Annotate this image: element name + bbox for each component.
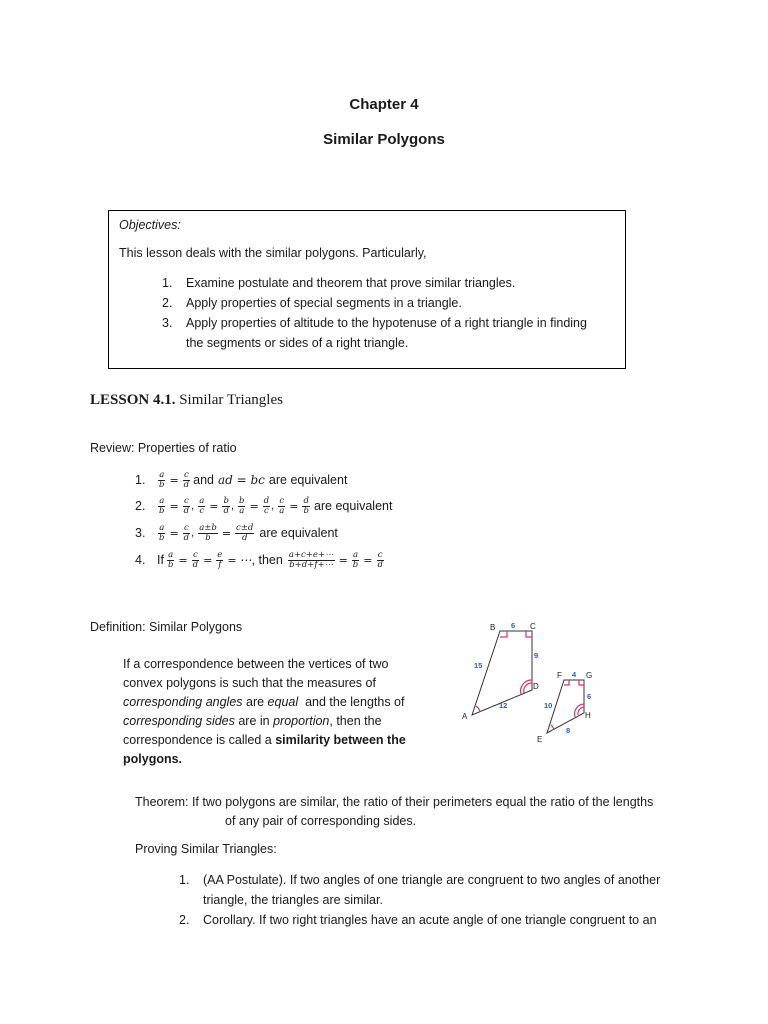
lesson-heading [90,392,283,409]
right-angle-mark-g [579,680,584,685]
vertex-label-a: A [462,712,468,721]
side-label-eh: 8 [566,726,571,735]
vertex-label-e: E [537,735,543,744]
list-item: 2. Apply properties of special segments in a triangle. [162,296,462,310]
proving-title: Proving Similar Triangles: [135,842,277,856]
similar-polygons-figure [455,615,615,750]
vertex-label-f: F [557,671,562,680]
ratio-item-1: 1. $\frac{a}{b}$ = $\frac{c}{d}$ and ad = bc are equivalent [135,469,348,490]
side-label-gh: 6 [587,692,592,701]
right-angle-mark-c [526,631,532,637]
side-label-fg: 4 [572,670,577,679]
vertex-label-b: B [490,623,496,632]
list-item: 3. Apply properties of altitude to the hypotenuse of a right triangle in finding the segments or sides of a right triangle. [162,316,587,350]
objectives-box [108,210,626,369]
objectives-intro: This lesson deals with the similar polygons. Particularly, [119,246,427,260]
definition-title: Definition: Similar Polygons [90,620,243,634]
ratio-item-2: 2. $\frac{a}{b}$ = $\frac{c}{d}$ , $\frac{a}{c}$ = $\frac{b}{d}$ , $\frac{b}{a}$ = $\frac{d}{c}$ , $\frac{c}{a}$ = $\frac{d}{b}$ are equivalent [135,495,393,516]
definition-paragraph: If a correspondence between the vertices of two convex polygons is such that the measures of corresponding angles are equal and the lengths of corresponding sides are in proportion, then the correspondence is called a similarity between the polygons. [123,657,406,766]
vertex-label-g: G [586,671,593,680]
angle-arc-e [551,725,554,730]
theorem-line-2: of any pair of corresponding sides. [225,814,417,828]
angle-arc-a [476,706,480,712]
right-angle-mark-b [500,631,507,637]
list-item: 1. (AA Postulate). If two angles of one triangle are congruent to two angles of another triangle, the triangles are similar. [179,873,661,907]
lesson-number: LESSON 4.1. [90,392,176,408]
lesson-title: Similar Triangles [179,392,283,408]
side-label-cd: 9 [534,651,539,660]
review-title: Review: Properties of ratio [90,441,237,455]
ratio-item-3: 3. $\frac{a}{b}$ = $\frac{c}{d}$ , $\frac{a\pm b}{b}$ = $\frac{c\pm d}{d}$ are equivalent [135,522,338,543]
list-item: 2. Corollary. If two right triangles have an acute angle of one triangle congruent to an [179,913,657,927]
theorem-line-1: Theorem: If two polygons are similar, the ratio of their perimeters equal the ratio of the lengths [135,795,654,809]
vertex-label-h: H [585,711,591,720]
theorem-block [135,793,695,831]
objectives-list [162,273,616,353]
proving-list [179,870,683,930]
objectives-label: Objectives: [119,218,181,232]
chapter-heading: Chapter 4 [349,96,419,113]
side-label-ef: 10 [544,701,553,710]
chapter-title: Similar Polygons [323,131,445,148]
right-angle-mark-f [564,680,569,685]
list-item: 1. Examine postulate and theorem that prove similar triangles. [162,276,516,290]
ratio-item-4: 4. If $\frac{a}{b}$ = $\frac{c}{d}$ = $\frac{e}{f}$ = ⋯ , then $\frac{a+c+e+\cdots}{b+d+f+\cdots}$ = $\frac{a}{b}$ = $\frac{c}{d}$ [135,549,383,570]
side-label-ab: 15 [474,661,483,670]
vertex-label-d: D [533,682,539,691]
vertex-label-c: C [530,622,536,631]
side-label-bc: 6 [511,621,516,630]
side-label-ad: 12 [499,701,508,710]
